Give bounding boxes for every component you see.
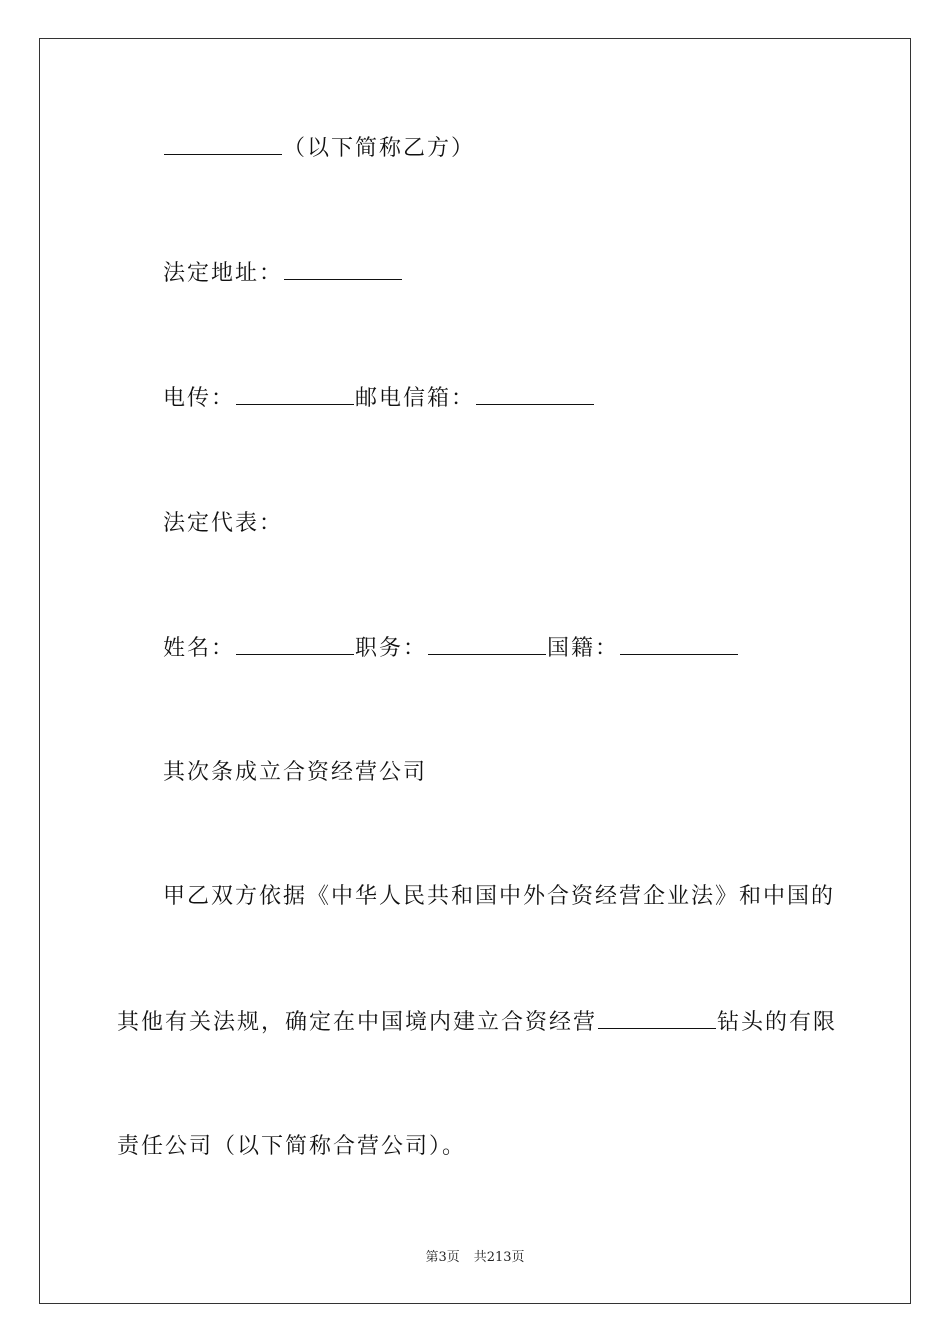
legal-address-blank [284, 259, 402, 280]
page-number: 第3页 [425, 1250, 460, 1265]
name-title-nationality-line [163, 634, 739, 664]
legal-representative-line [163, 509, 283, 539]
nationality-label: 国籍： [547, 636, 620, 661]
paragraph-line-2 [117, 1008, 837, 1038]
page-border [39, 38, 911, 1304]
legal-representative-label: 法定代表： [163, 511, 284, 536]
telex-postbox-line [163, 384, 595, 414]
nationality-blank [620, 634, 738, 655]
telex-label: 电传： [163, 386, 236, 411]
telex-blank [236, 384, 354, 405]
title-blank [428, 634, 546, 655]
paragraph-line-1: 甲乙双方依据《中华人民共和国中外合资经营企业法》和中国的 [163, 884, 836, 909]
title-label: 职务： [355, 636, 428, 661]
party-b-line [163, 134, 475, 164]
postbox-label: 邮电信箱： [355, 386, 476, 411]
name-blank [236, 634, 354, 655]
product-blank [598, 1008, 716, 1029]
name-label: 姓名： [163, 636, 236, 661]
article-heading: 其次条成立合资经营公司 [163, 760, 428, 785]
paragraph-line-3: 责任公司（以下简称合营公司）。 [117, 1134, 467, 1159]
page-footer [0, 1246, 950, 1265]
paragraph-line-2-after: 钻头的有限 [717, 1010, 838, 1035]
postbox-blank [476, 384, 594, 405]
party-b-suffix: （以下简称乙方） [283, 136, 476, 161]
paragraph-line-2-before: 其他有关法规，确定在中国境内建立合资经营 [117, 1010, 598, 1035]
total-pages: 共213页 [473, 1250, 525, 1265]
party-b-name-blank [164, 134, 282, 155]
legal-address-line [163, 259, 403, 289]
legal-address-label: 法定地址： [163, 261, 284, 286]
